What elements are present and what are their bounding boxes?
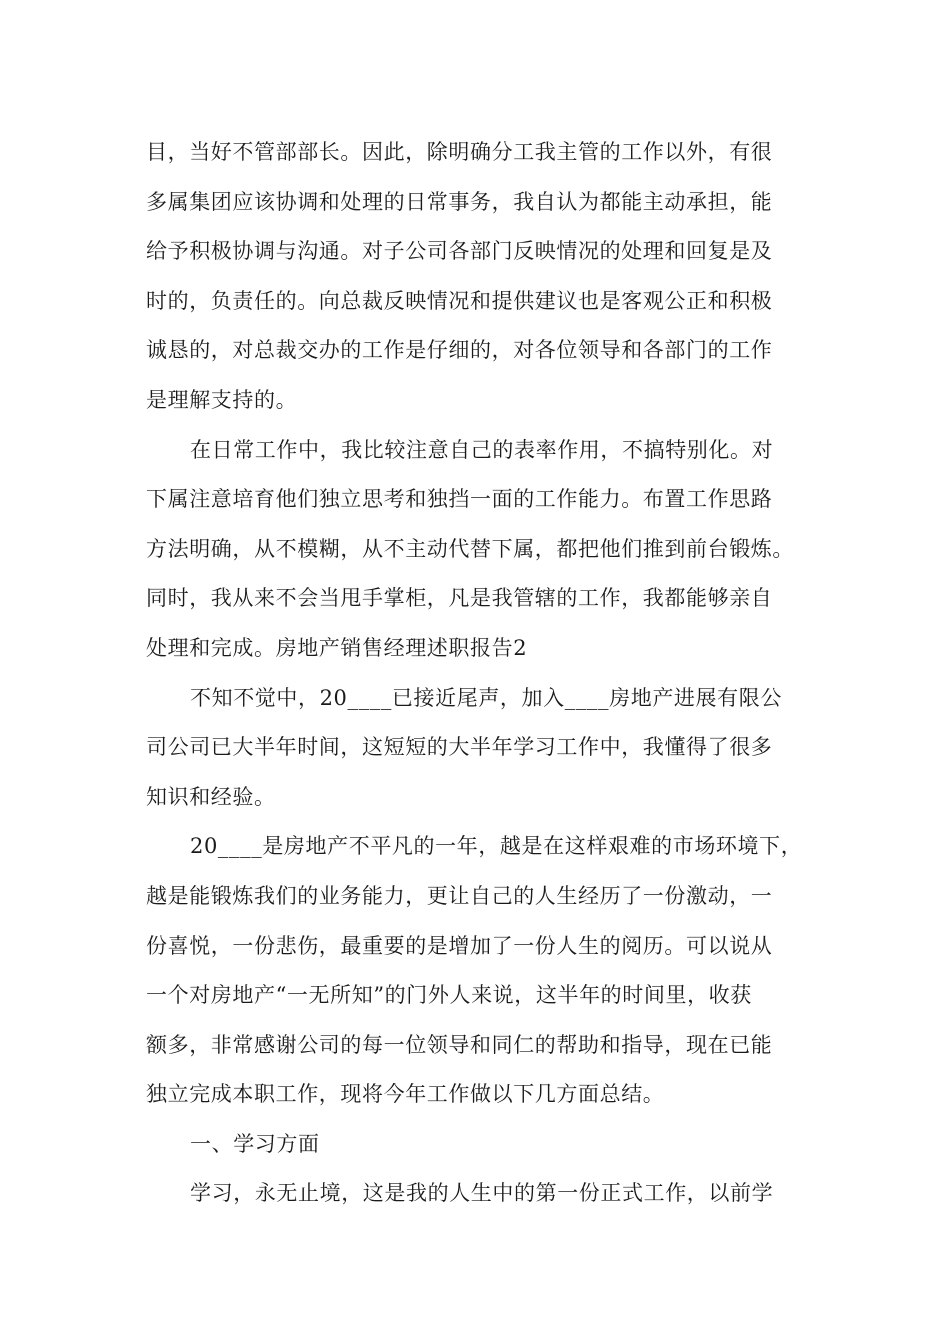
text-line: 一、学习方面 [190, 1131, 320, 1156]
text-line: 是理解支持的。 [146, 387, 298, 412]
text-line: 越是能锻炼我们的业务能力，更让自己的人生经历了一份激动，一 [146, 883, 773, 908]
text-line: 处理和完成。房地产销售经理述职报告2 [146, 635, 528, 660]
text-line: 目，当好不管部部长。因此，除明确分工我主管的工作以外，有很 [146, 140, 773, 164]
text-line: 时的，负责任的。向总裁反映情况和提供建议也是客观公正和积极 [146, 288, 773, 313]
text-line: 方法明确，从不模糊，从不主动代替下属，都把他们推到前台锻炼。 [146, 536, 794, 561]
text-line: 独立完成本职工作，现将今年工作做以下几方面总结。 [146, 1082, 665, 1107]
text-line: 同时，我从来不会当甩手掌柜，凡是我管辖的工作，我都能够亲自 [146, 586, 773, 611]
text-line: 20____是房地产不平凡的一年，越是在这样艰难的市场环境下， [190, 834, 803, 859]
text-line: 不知不觉中，20____已接近尾声，加入____房地产进展有限公 [190, 685, 782, 710]
document-body [146, 132, 826, 1223]
text-line: 给予积极协调与沟通。对子公司各部门反映情况的处理和回复是及 [146, 239, 773, 264]
text-line: 在日常工作中，我比较注意自己的表率作用，不搞特别化。对 [190, 437, 774, 462]
text-line: 多属集团应该协调和处理的日常事务，我自认为都能主动承担，能 [146, 189, 773, 214]
text-line: 下属注意培育他们独立思考和独挡一面的工作能力。布置工作思路 [146, 487, 773, 512]
text-line: 学习，永无止境，这是我的人生中的第一份正式工作，以前学 [190, 1181, 774, 1206]
text-line: 额多，非常感谢公司的每一位领导和同仁的帮助和指导，现在已能 [146, 1032, 773, 1057]
text-line: 一个对房地产“一无所知”的门外人来说，这半年的时间里，收获 [146, 983, 752, 1008]
text-line: 诚恳的，对总裁交办的工作是仔细的，对各位领导和各部门的工作 [146, 338, 773, 363]
text-line: 份喜悦，一份悲伤，最重要的是增加了一份人生的阅历。可以说从 [146, 933, 773, 958]
text-line: 知识和经验。 [146, 784, 276, 809]
text-line: 司公司已大半年时间，这短短的大半年学习工作中，我懂得了很多 [146, 735, 773, 760]
